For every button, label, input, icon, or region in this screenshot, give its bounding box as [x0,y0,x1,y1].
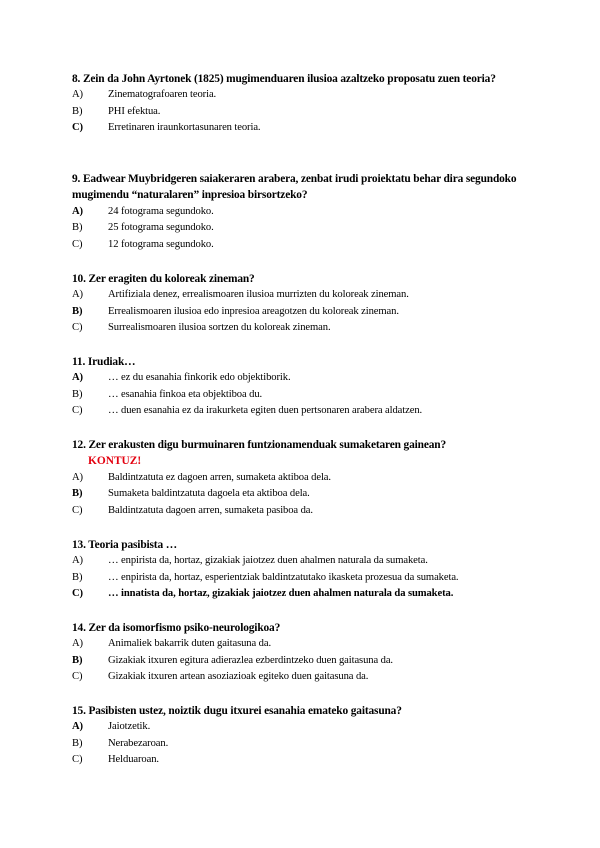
option-letter: A) [72,555,83,567]
option-text: Errealismoaren ilusioa edo inpresioa areagotzen du koloreak zineman. [108,305,399,317]
option-c [72,403,527,419]
option-letter: A) [72,721,83,733]
question-title: 13. Teoria pasibista … [72,539,177,551]
question-13 [72,537,527,603]
question-12 [72,437,527,519]
option-letter: B) [72,105,83,117]
question-9 [72,171,527,253]
option-text: … innatista da, hortaz, gizakiak jaiotzez duen ahalmen naturala da sumaketa. [108,588,454,600]
option-b [72,104,527,120]
option-a [72,470,527,486]
option-letter: A) [72,372,83,384]
option-b [72,570,527,586]
option-letter: B) [72,488,83,500]
question-title: 10. Zer eragiten du koloreak zineman? [72,273,255,285]
question-title: 9. Eadwear Muybridgeren saiakeraren arabera, zenbat irudi proiektatu behar dira segundoko mugimendu “naturalaren” inpresioa birsortzeko? [72,173,517,202]
option-text: Baldintzatuta dagoen arren, sumaketa pasiboa da. [108,504,313,516]
option-c [72,503,527,519]
option-c [72,752,527,768]
option-letter: B) [72,222,83,234]
option-text: 25 fotograma segundoko. [108,222,214,234]
option-c [72,237,527,253]
option-a [72,636,527,652]
option-letter: B) [72,737,83,749]
option-letter: A) [72,471,83,483]
option-text: Erretinaren iraunkortasunaren teoria. [108,122,261,134]
option-b-correct [72,653,527,669]
option-text: Gizakiak itxuren egitura adierazlea ezberdintzeko duen gaitasuna da. [108,654,393,666]
option-text: … ez du esanahia finkorik edo objektiborik. [108,372,291,384]
option-c-correct [72,586,527,602]
option-letter: A) [72,89,83,101]
option-letter: C) [72,405,83,417]
option-c [72,669,527,685]
question-title: 14. Zer da isomorfismo psiko-neurologikoa? [72,622,281,634]
warning-label: KONTUZ! [88,455,142,468]
option-letter: B) [72,654,83,666]
question-14 [72,620,527,686]
option-a-correct [72,204,527,220]
option-text: Surrealismoaren ilusioa sortzen du koloreak zineman. [108,322,331,334]
option-b [72,387,527,403]
option-letter: C) [72,322,83,334]
option-letter: A) [72,289,83,301]
question-8 [72,71,527,137]
option-letter: C) [72,671,83,683]
option-b [72,736,527,752]
option-letter: C) [72,754,83,766]
option-text: … duen esanahia ez da irakurketa egiten duen pertsonaren arabera aldatzen. [108,405,423,417]
option-text: … enpirista da, hortaz, gizakiak jaiotzez duen ahalmen naturala da sumaketa. [108,555,428,567]
question-title: 15. Pasibisten ustez, noiztik dugu itxurei esanahia emateko gaitasuna? [72,705,402,717]
option-letter: B) [72,305,83,317]
question-title: 11. Irudiak… [72,356,136,368]
option-letter: C) [72,238,83,250]
question-title: 12. Zer erakusten digu burmuinaren funtzionamenduak sumaketaren gainean? [72,439,447,451]
option-text: Baldintzatuta ez dagoen arren, sumaketa aktiboa dela. [108,471,331,483]
option-c [72,320,527,336]
option-a [72,553,527,569]
option-text: Animaliek bakarrik duten gaitasuna da. [108,638,271,650]
option-text: Zinematografoaren teoria. [108,89,217,101]
option-text: Nerabezaroan. [108,737,169,749]
option-text: … esanahia finkoa eta objektiboa du. [108,388,263,400]
question-10 [72,271,527,337]
option-c-correct [72,120,527,136]
option-text: … enpirista da, hortaz, esperientziak baldintzatutako ikasketa prozesua da sumaketa. [108,571,459,583]
option-letter: B) [72,571,83,583]
option-b-correct [72,486,527,502]
option-text: Helduaroan. [108,754,159,766]
option-letter: A) [72,205,83,217]
question-title: 8. Zein da John Ayrtonek (1825) mugimenduaren ilusioa azaltzeko proposatu zuen teoria? [72,73,496,85]
option-text: 24 fotograma segundoko. [108,205,214,217]
option-letter: A) [72,638,83,650]
option-a [72,87,527,103]
option-letter: B) [72,388,83,400]
option-letter: C) [72,122,83,134]
option-b-correct [72,304,527,320]
question-11 [72,354,527,420]
option-text: Jaiotzetik. [108,721,151,733]
option-text: 12 fotograma segundoko. [108,238,214,250]
option-a [72,287,527,303]
option-a-correct [72,370,527,386]
option-text: Gizakiak itxuren artean asoziazioak egiteko duen gaitasuna da. [108,671,369,683]
option-text: PHI efektua. [108,105,161,117]
question-15 [72,703,527,769]
option-text: Artifiziala denez, errealismoaren ilusioa murrizten du koloreak zineman. [108,289,409,301]
option-letter: C) [72,504,83,516]
option-text: Sumaketa baldintzatuta dagoela eta aktiboa dela. [108,488,310,500]
option-b [72,220,527,236]
option-a-correct [72,719,527,735]
option-letter: C) [72,588,83,600]
